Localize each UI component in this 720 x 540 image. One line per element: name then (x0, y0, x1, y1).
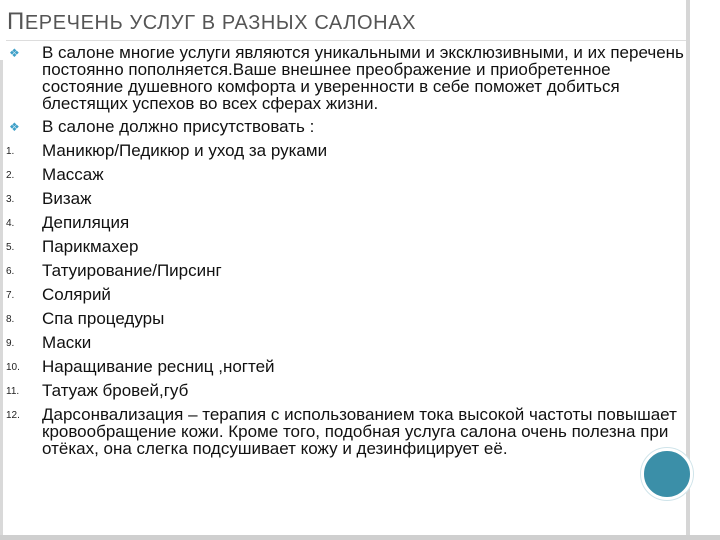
intro-paragraph-text: В салоне должно присутствовать : (42, 117, 315, 136)
list-item-text: Визаж (42, 189, 92, 208)
list-item-text: Дарсонвализация – терапия с использованием тока высокой частоты повышает кровообращение кожи. Кроме того, подобная услуга салона очень полезна при отёках, она слегка подсушивает кожу и дезинфицирует её. (42, 405, 677, 458)
list-item (0, 310, 690, 328)
list-item-number: 3. (6, 194, 15, 205)
list-item (0, 406, 690, 457)
list-item-text: Депиляция (42, 213, 130, 232)
bottom-frame-border (0, 535, 720, 540)
slide-title (7, 8, 416, 36)
list-item-number: 1. (6, 146, 15, 157)
list-item-text: Солярий (42, 285, 111, 304)
list-item-text: Наращивание ресниц ,ногтей (42, 357, 275, 376)
intro-paragraph-text: В салоне многие услуги являются уникальными и эксклюзивными, и их перечень постоянно пополняется.Ваше внешнее преображение и приобретенное состояние душевного комфорта и уверенности в себе поможет добиться блестящих успехов во всех сферах жизни. (42, 43, 684, 113)
list-item-text: Спа процедуры (42, 309, 165, 328)
list-item-text: Маникюр/Педикюр и уход за руками (42, 141, 328, 160)
hollow-diamond-bullet-icon: ❖ (9, 120, 20, 134)
list-item-number: 7. (6, 290, 15, 301)
list-item-text: Татуаж бровей,губ (42, 381, 189, 400)
list-item (0, 358, 690, 376)
title-rest: ЕРЕЧЕНЬ УСЛУГ В РАЗНЫХ САЛОНАХ (24, 12, 417, 34)
list-item (0, 214, 690, 232)
title-first-letter: П (7, 8, 25, 35)
list-item-number: 12. (6, 410, 20, 421)
list-item-text: Парикмахер (42, 237, 139, 256)
list-item-text: Маски (42, 333, 92, 352)
hollow-diamond-bullet-icon: ❖ (9, 46, 20, 60)
list-item (0, 286, 690, 304)
list-item-text: Массаж (42, 165, 104, 184)
intro-paragraph (0, 44, 690, 112)
list-item-number: 6. (6, 266, 15, 277)
list-item-number: 8. (6, 314, 15, 325)
list-item (0, 166, 690, 184)
list-item (0, 262, 690, 280)
list-item-text: Татуирование/Пирсинг (42, 261, 222, 280)
intro-paragraph (0, 118, 690, 136)
title-divider (6, 40, 686, 41)
list-item-number: 2. (6, 170, 15, 181)
list-item (0, 142, 690, 160)
list-item (0, 238, 690, 256)
slide-content (0, 44, 690, 463)
list-item (0, 190, 690, 208)
list-item-number: 11. (6, 386, 20, 397)
list-item (0, 382, 690, 400)
list-item-number: 5. (6, 242, 15, 253)
list-item (0, 334, 690, 352)
list-item-number: 10. (6, 362, 20, 373)
list-item-number: 4. (6, 218, 15, 229)
decorative-circle (641, 448, 693, 500)
list-item-number: 9. (6, 338, 15, 349)
